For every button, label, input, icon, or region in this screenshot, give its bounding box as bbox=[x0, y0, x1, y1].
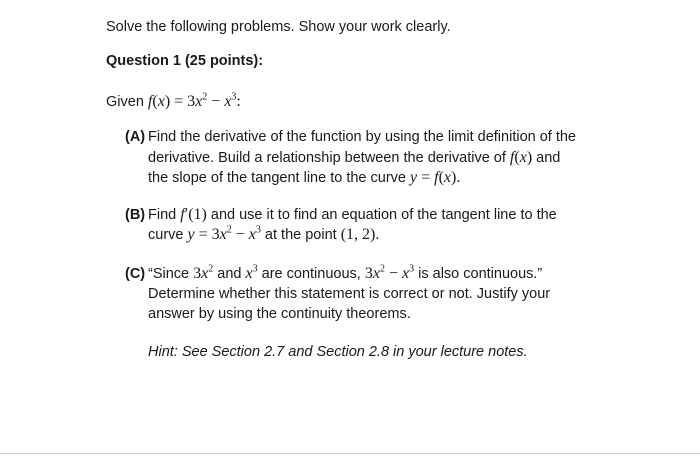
part-a-label: (A) bbox=[125, 129, 146, 145]
part-a-line-3-text: the slope of the tangent line to the curve bbox=[148, 170, 406, 186]
part-c-are-continuous: are continuous, bbox=[261, 266, 361, 282]
part-c-term-1: $3x^2$ bbox=[193, 263, 214, 282]
part-a-line-2 bbox=[148, 149, 560, 167]
part-c-and: and bbox=[217, 266, 242, 282]
question-1-heading: Question 1 (25 points): bbox=[106, 53, 264, 69]
part-b-fprime: f′(1) bbox=[180, 206, 207, 223]
part-c-since: “Since bbox=[148, 266, 190, 282]
part-c-line-1 bbox=[148, 265, 542, 283]
part-c-difference: $3x^2 - x^3$ bbox=[364, 263, 415, 282]
part-c-label: (C) bbox=[125, 266, 146, 282]
part-a-line-2-end: and bbox=[536, 150, 561, 166]
part-b-line-2 bbox=[148, 226, 379, 244]
part-c-term-2: $x^3$ bbox=[245, 263, 258, 282]
instructions-text: Solve the following problems. Show your work clearly. bbox=[106, 19, 451, 35]
given-function-expression: $f(x) = 3x^2 - x^3$: bbox=[147, 91, 241, 110]
part-b-curve-word: curve bbox=[148, 227, 184, 243]
part-b-line-1-text: and use it to find an equation of the tangent line to the bbox=[210, 207, 557, 223]
part-a-line-1: Find the derivative of the function by using the limit definition of the bbox=[148, 129, 576, 145]
part-b-at-point: at the point bbox=[264, 227, 337, 243]
part-a-line-3 bbox=[148, 169, 460, 187]
part-c-also-continuous: is also continuous.” bbox=[418, 266, 543, 282]
page-bottom-divider bbox=[0, 453, 700, 454]
part-c-line-3: answer by using the continuity theorems. bbox=[148, 306, 411, 322]
part-b-curve-eq: $y = 3x^2 - x^3$ bbox=[187, 224, 261, 243]
part-c-line-2: Determine whether this statement is correct or not. Justify your bbox=[148, 286, 551, 302]
hint-text: Hint: See Section 2.7 and Section 2.8 in your lecture notes. bbox=[148, 344, 528, 360]
part-b-line-1 bbox=[148, 206, 557, 224]
part-a-line-2-text: derivative. Build a relationship between the derivative of bbox=[148, 150, 506, 166]
part-b-find: Find bbox=[148, 207, 177, 223]
part-b-point: (1, 2). bbox=[340, 226, 380, 243]
part-a-curve: y = f(x). bbox=[410, 169, 461, 186]
given-prefix: Given bbox=[106, 94, 144, 110]
part-a-fx: f(x) bbox=[509, 149, 533, 166]
given-function bbox=[106, 93, 241, 111]
part-b-label: (B) bbox=[125, 207, 146, 223]
